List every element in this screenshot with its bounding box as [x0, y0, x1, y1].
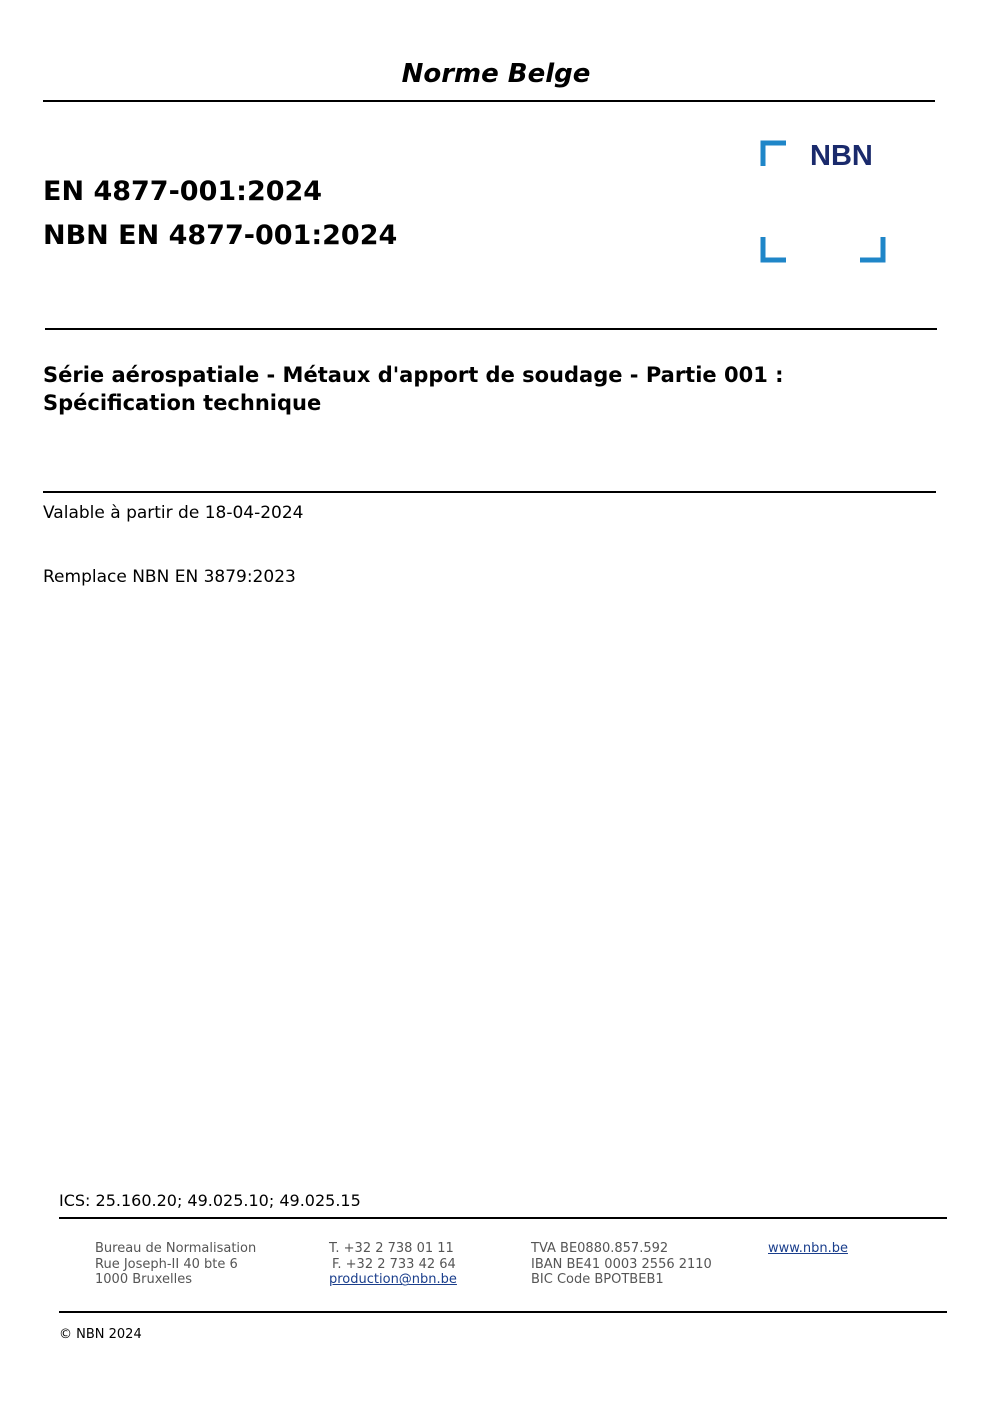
address-line1: Bureau de Normalisation [95, 1241, 257, 1256]
contact-fax: F. +32 2 733 42 64 [332, 1256, 456, 1272]
footer-website [768, 1241, 848, 1257]
website-link[interactable]: www.nbn.be [768, 1241, 848, 1256]
finance-iban: IBAN BE41 0003 2556 2110 [531, 1256, 712, 1272]
finance-vat: TVA BE0880.857.592 [531, 1241, 669, 1256]
address-line3: 1000 Bruxelles [95, 1272, 193, 1288]
standard-code-en: EN 4877-001:2024 [43, 176, 323, 207]
footer-address [95, 1241, 256, 1288]
footer-divider-top [59, 1217, 947, 1219]
ics-codes: ICS: 25.160.20; 49.025.10; 49.025.15 [59, 1191, 361, 1210]
document-title-line1: Série aérospatiale - Métaux d'apport de soudage - Partie 001 : [43, 363, 784, 387]
header-divider [43, 100, 935, 102]
logo-bracket-bottom-left [763, 237, 786, 260]
nbn-logo-icon [760, 140, 886, 264]
footer-contact [329, 1241, 457, 1288]
nbn-logo [760, 140, 886, 264]
logo-bracket-bottom-right [860, 237, 883, 260]
finance-bic: BIC Code BPOTBEB1 [531, 1272, 664, 1288]
replaces: Remplace NBN EN 3879:2023 [43, 567, 296, 587]
copyright: © NBN 2024 [59, 1327, 142, 1342]
address-line2: Rue Joseph-II 40 bte 6 [95, 1256, 238, 1272]
standard-code-nbn: NBN EN 4877-001:2024 [43, 220, 398, 251]
document-title [43, 361, 923, 417]
logo-bracket-top-left [763, 143, 786, 166]
logo-text: NBN [810, 140, 873, 172]
title-divider-bottom [43, 491, 936, 493]
title-divider-top [45, 328, 937, 330]
contact-email-link[interactable]: production@nbn.be [329, 1272, 457, 1288]
footer-finance [531, 1241, 712, 1288]
valid-from: Valable à partir de 18-04-2024 [43, 503, 304, 523]
contact-phone: T. +32 2 738 01 11 [329, 1241, 454, 1256]
footer-divider-bottom [59, 1311, 947, 1313]
document-title-line2: Spécification technique [43, 391, 322, 415]
header-title: Norme Belge [401, 59, 591, 89]
